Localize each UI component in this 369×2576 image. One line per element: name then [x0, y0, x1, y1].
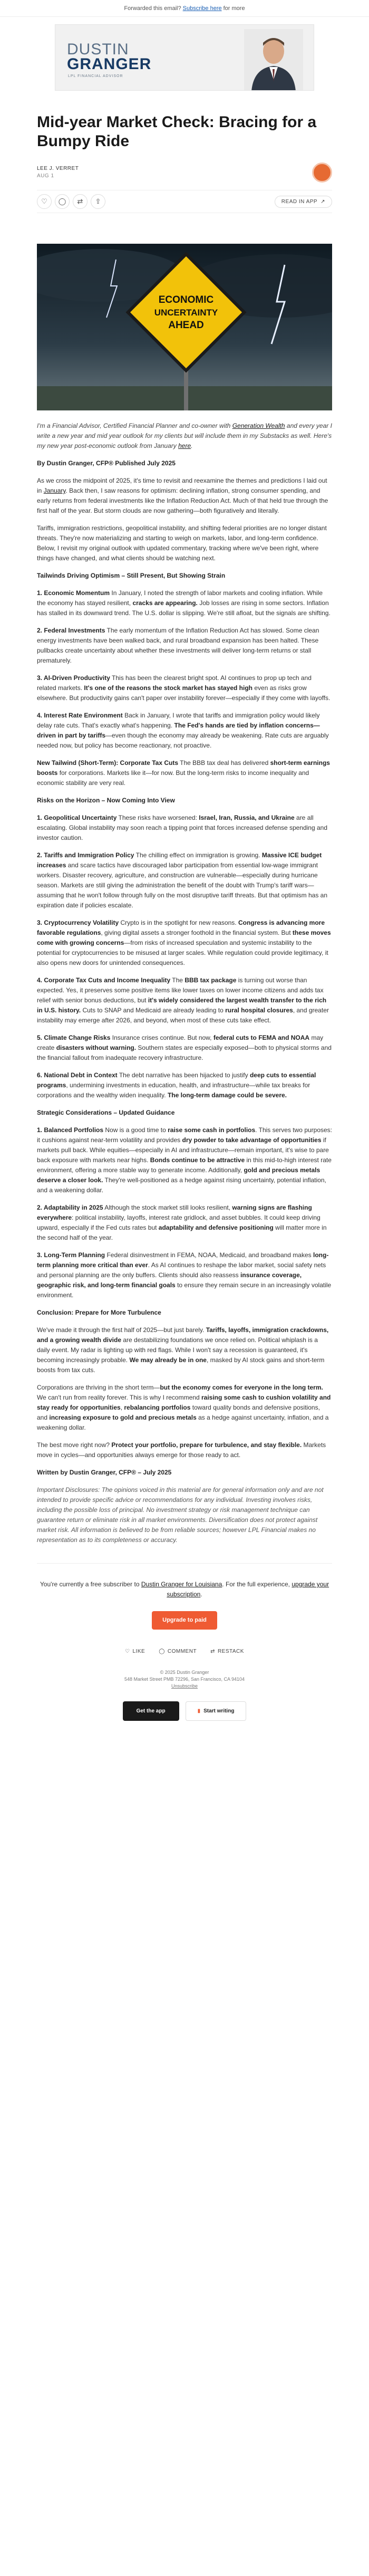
upgrade-subscription-link[interactable]: upgrade your subscription [167, 1581, 329, 1598]
publication-avatar[interactable] [312, 162, 332, 183]
list-item: 1. Balanced Portfolios Now is a good time to raise some cash in portfolios. This serves two purposes: it cushions against near-term volatility and provides dry powder to take advantage of opportunities if markets pull back. While equities—especially in AI and infrastructure—remain important, it's wise to pare back exposure with markets near highs. Bonds continue to be attractive in this mid-to-high interest rate environment, offering a more stable way to generate income. Additionally, gold and precious metals deserve a closer look. They're well-positioned as a hedge against rising uncertainty, potential inflation, and a weakening dollar. [37, 1126, 333, 1194]
list-item: 4. Interest Rate Environment Back in January, I wrote that tariffs and immigration policy would likely delay rate cuts. That's exactly what's happening. The Fed's hands are tied by inflation concerns—driven in part by tariffs—even though the economy may already be weakening. Rate cuts are arguably needed now, but policy has become reactionary, not proactive. [37, 712, 329, 749]
substack-logo-icon: ▮ [197, 1708, 201, 1714]
newsletter-banner [55, 24, 314, 91]
author-name[interactable]: LEE J. VERRET [37, 166, 79, 171]
paragraph: Corporations are thriving in the short term—but the economy comes for everyone in the long term. We can't run from reality forever. This is why I recommend raising some cash to cushion volatility and stay ready for opportunities, rebalancing portfolios toward quality bonds and defensive positions, and increasing exposure to gold and precious metals as a hedge against uncertainty, inflation, and a weakening dollar. [37, 1384, 331, 1431]
subscription-notice: You're currently a free subscriber to Dustin Granger for Louisiana. For the full experience, upgrade your subscription. [40, 1581, 329, 1598]
post-actions-bar [37, 190, 332, 213]
section-heading: Tailwinds Driving Optimism – Still Present, But Showing Strain [37, 572, 226, 579]
email-footer [37, 1563, 332, 1728]
list-item: 3. Cryptocurrency Volatility Crypto is in the spotlight for new reasons. Congress is advancing more favorable regulations, giving digital assets a stronger foothold in the financial system. But these moves come with growing concerns—from risks of increased speculation and systemic instability to the potential for cryptocurrencies to be misused at larger scales. While regulation could provide legitimacy, it also opens new doors for unintended consequences. [37, 919, 331, 966]
restack-icon: ⇄ [210, 1649, 215, 1654]
banner-tagline: LPL FINANCIAL ADVISOR [68, 74, 123, 78]
byline-top: By Dustin Granger, CFP® Published July 2025 [37, 459, 176, 467]
article-title: Mid-year Market Check: Bracing for a Bumpy Ride [37, 113, 317, 150]
byline-bottom: Written by Dustin Granger, CFP® – July 2025 [37, 1469, 172, 1476]
paragraph: The best move right now? Protect your portfolio, prepare for turbulence, and stay flexible. Markets move in cycles—and opportunities always emerge for those ready to act. [37, 1441, 326, 1459]
footer-like-button[interactable]: ♡ LIKE [125, 1646, 145, 1656]
list-item: New Tailwind (Short-Term): Corporate Tax Cuts The BBB tax deal has delivered short-term earnings boosts for corporations. Markets like it—for now. But the long-term risks to income inequality and economic stability are very real. [37, 759, 330, 787]
list-item: 3. AI-Driven Productivity This has been the clearest bright spot. AI continues to prop up tech and related markets. It's one of the reasons the stock market has stayed high even as risks grow elsewhere. But productivity gains can't paper over instability forever—especially if they come with layoffs. [37, 674, 331, 702]
paragraph: We've made it through the first half of 2025—but just barely. Tariffs, layoffs, immigration crackdowns, and a growing wealth divide are destabilizing foundations we once relied on. Political whiplash is a daily event. My radar is lighting up with red flags. While I won't say a recession is guaranteed, it's becoming increasingly probable. We may already be in one, masked by AI stock gains and short-term boosts from tax cuts. [37, 1326, 329, 1374]
intro-paragraph: I'm a Financial Advisor, Certified Financial Planner and co-owner with Generation Wealth and every year I write a new year and mid year outlook for my clients but will include them in my Substacks as well. Here's my new year post-economic outlook from January here. [37, 422, 332, 449]
author-block [37, 165, 79, 180]
subscribe-link[interactable]: Subscribe here [182, 5, 222, 12]
read-in-app-button[interactable] [275, 196, 332, 208]
footer-actions [37, 1646, 332, 1656]
author-portrait [244, 29, 303, 91]
list-item: 4. Corporate Tax Cuts and Income Inequality The BBB tax package is turning out worse than expected. Yes, it preserves some positive items like lower taxes on lower income citizens and adds tax relief with senior bonus deductions, but it's widely considered the largest wealth transfer to the rich in U.S. history. Cuts to SNAP and Medicaid are already leading to rural hospital closures, and greater instability may emerge after 2026, and beyond, when most of these cuts take effect. [37, 976, 329, 1024]
footer-comment-button[interactable]: ◯ COMMENT [159, 1646, 197, 1656]
banner-first-name: DUSTIN [67, 41, 129, 58]
unsubscribe-link[interactable]: Unsubscribe [171, 1683, 198, 1689]
external-link-icon: ↗ [321, 198, 325, 205]
like-icon[interactable]: ♡ [37, 194, 52, 209]
copyright: © 2025 Dustin Granger [160, 1670, 209, 1675]
section-heading: Strategic Considerations – Updated Guidance [37, 1109, 175, 1116]
january-outlook-link[interactable]: here [178, 442, 191, 449]
start-writing-label: Start writing [203, 1708, 235, 1714]
read-in-app-label: READ IN APP [281, 198, 318, 205]
list-item: 1. Economic Momentum In January, I noted the strength of labor markets and cooling inflation. While the economy has stayed resilient, cracks are appearing. Job losses are rising in some sectors. Inflation has stalled in its downward trend. The U.S. dollar is slipping. We're still afloat, but the signals are shifting. [37, 589, 331, 617]
january-link[interactable]: January [43, 487, 66, 494]
restack-icon[interactable]: ⇄ [73, 194, 88, 209]
disclosures: Important Disclosures: The opinions voiced in this material are for general information only and are not intended to provide specific advice or recommendations for any individual. Investing involves risks, including the possible loss of principal. No investment strategy or risk management technique can guarantee return or eliminate risk in all market environments. Diversification does not protect against market risk. All information is believed to be from reliable sources; however LPL Financial makes no representation as to its completeness or accuracy. [37, 1486, 324, 1544]
upgrade-to-paid-button[interactable]: Upgrade to paid [152, 1611, 217, 1630]
comment-icon: ◯ [159, 1649, 165, 1654]
forward-text: Forwarded this email? [124, 5, 181, 12]
footer-restack-button[interactable]: ⇄ RESTACK [210, 1646, 244, 1656]
sign-text-3: AHEAD [168, 320, 204, 331]
generation-wealth-link[interactable]: Generation Wealth [232, 422, 285, 429]
heart-icon: ♡ [125, 1649, 130, 1654]
footer-address [37, 1669, 332, 1690]
storm-sign-illustration [37, 244, 332, 410]
forward-notice [0, 0, 369, 17]
list-item: 5. Climate Change Risks Insurance crises continue. But now, federal cuts to FEMA and NOAA may create disasters without warning. Southern states are especially exposed—both to physical storms and the financial fallout from inadequate recovery infrastructure. [37, 1034, 332, 1061]
list-item: 2. Tariffs and Immigration Policy The chilling effect on immigration is growing. Massive ICE budget increases and scare tactics have discouraged labor participation from essential low-wage immigrant workers. Disaster recovery, agriculture, and construction are vulnerable—especially during hurricane season. Markets are still giving the administration the benefit of the doubt with Trump's tariff wars— assuming that he won't follow through fully on the most disruptive tariff threats. But that optimism has an expiration date if policies escalate. [37, 851, 328, 909]
forward-suffix: for more [223, 5, 245, 12]
start-writing-button[interactable] [186, 1701, 247, 1721]
banner-last-name: GRANGER [67, 55, 152, 73]
paragraph: Tariffs, immigration restrictions, geopolitical instability, and shifting federal priorities are no longer distant threats. They're now materializing and starting to weigh on markets, labor, and long-term confidence. Below, I revisit my original outlook with updated commentary, tracking where we've been right, where things have changed, and what clients should be watching next. [37, 524, 327, 562]
get-the-app-button[interactable]: Get the app [123, 1701, 179, 1721]
sign-text-2: UNCERTAINTY [154, 308, 218, 318]
list-item: 2. Federal Investments The early momentum of the Inflation Reduction Act has slowed. Some clean energy investments have been walked back, and rural broadband expansion has been halted. These pullbacks create uncertainty about whether these investments will deliver long-term returns or stall prematurely. [37, 627, 319, 664]
share-icon[interactable]: ⇪ [91, 194, 105, 209]
list-item: 1. Geopolitical Uncertainty These risks have worsened: Israel, Iran, Russia, and Ukraine are all escalating. Global instability may soon reach a tipping point that forces increased defense spending and investor caution. [37, 814, 328, 841]
paragraph: As we cross the midpoint of 2025, it's time to revisit and reexamine the themes and predictions I laid out in January. Back then, I saw reasons for optimism: declining inflation, strong consumer spending, and early returns from federal investments like the Inflation Reduction Act. Much of that held true through the first half of the year. But storm clouds are now gathering—both figuratively and literally. [37, 477, 328, 514]
mailing-address: 548 Market Street PMB 72296, San Francisco, CA 94104 [124, 1677, 245, 1682]
section-heading: Conclusion: Prepare for More Turbulence [37, 1309, 161, 1316]
publish-date: AUG 1 [37, 173, 54, 179]
hero-image [37, 244, 332, 410]
section-heading: Risks on the Horizon – Now Coming Into View [37, 797, 175, 804]
list-item: 6. National Debt in Context The debt narrative has been hijacked to justify deep cuts to essential programs, undermining investments in education, health, and infrastructure—while tax breaks for corporations and the wealthy widen inequality. The long-term damage could be severe. [37, 1071, 316, 1099]
list-item: 2. Adaptability in 2025 Although the stock market still looks resilient, warning signs are flashing everywhere: political instability, layoffs, interest rate gridlock, and asset bubbles. It could keep driving upward, especially if the Fed cuts rates but adaptability and defensive positioning will matter more in the second half of the year. [37, 1204, 327, 1241]
sign-text-1: ECONOMIC [158, 294, 214, 305]
article-body [37, 421, 332, 1545]
list-item: 3. Long-Term Planning Federal disinvestment in FEMA, NOAA, Medicaid, and broadband makes long-term planning more critical than ever. As AI continues to reshape the labor market, social safety nets and personal planning are the only buffers. Clients should also reassess insurance coverage, geographic risk, and long-term financial goals to ensure they remain secure in an increasingly volatile environment. [37, 1251, 332, 1299]
comment-icon[interactable]: ◯ [55, 194, 70, 209]
publication-link[interactable]: Dustin Granger for Louisiana [141, 1581, 222, 1588]
